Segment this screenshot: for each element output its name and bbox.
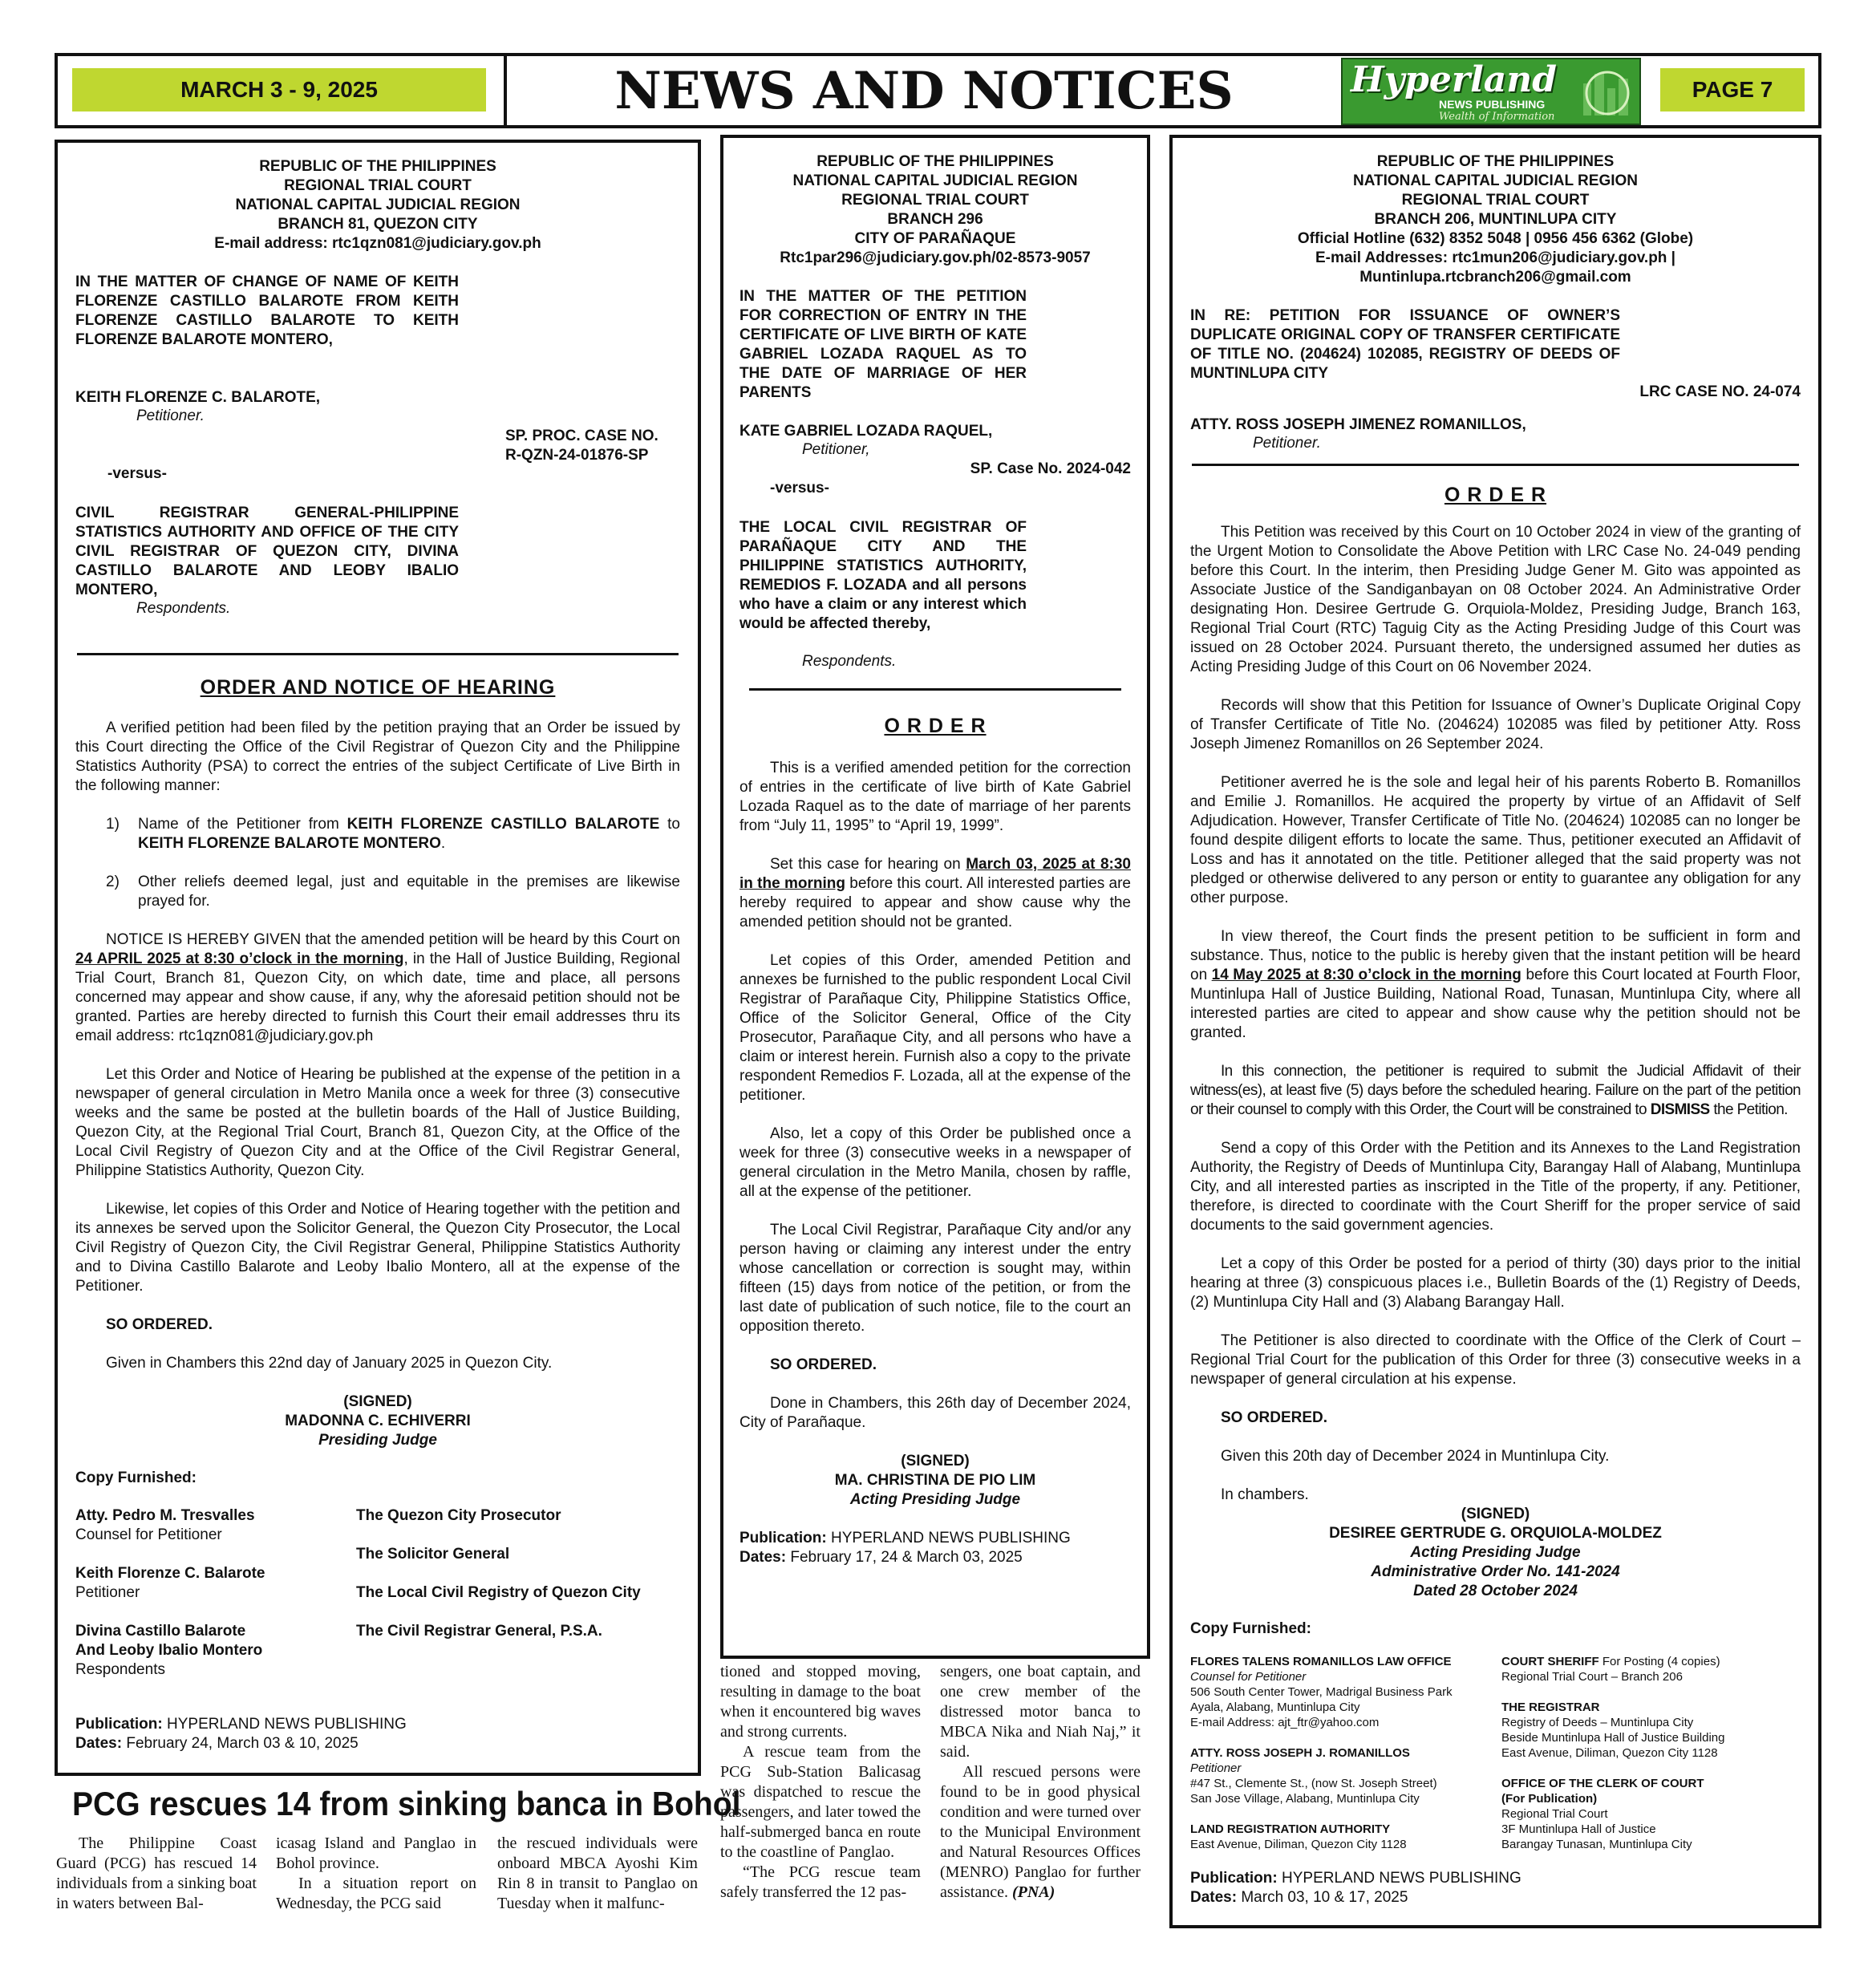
court-line: BRANCH 81, QUEZON CITY	[278, 216, 478, 233]
article-text: In a situation report on Wednesday, the PCG said	[276, 1875, 476, 1912]
cf-name: Keith Florenze C. Balarote	[75, 1565, 265, 1582]
cf-line: E-mail Address: ajt_ftr@yahoo.com	[1190, 1716, 1380, 1729]
cf-line: Registry of Deeds – Muntinlupa City	[1501, 1716, 1694, 1729]
pub-value: HYPERLAND NEWS PUBLISHING	[1277, 1870, 1521, 1887]
cf-line: 3F Muntinlupa Hall of Justice	[1501, 1822, 1656, 1836]
text: NOTICE IS HEREBY GIVEN that the amended petition will be heard by this Court on	[106, 931, 680, 948]
cf-recipient: The Quezon City Prosecutor	[356, 1507, 561, 1524]
copy-furnished-label: Copy Furnished:	[75, 1469, 197, 1486]
text: In this connection, the petitioner is required to submit the Judicial Affidavit of their witness(es), at least five (5) days before the scheduled hearing. Failure on the part of the petition or their counsel to comply with this Order, the Court will be constrained to	[1190, 1063, 1801, 1118]
cf-recipient: The Solicitor General	[356, 1546, 510, 1563]
cf-line: Regional Trial Court – Branch 206	[1501, 1670, 1683, 1684]
article-column	[940, 1662, 1141, 1903]
list-item	[106, 815, 680, 853]
cf-name: LAND REGISTRATION AUTHORITY	[1190, 1822, 1391, 1836]
article-text: A rescue team from the PCG Sub-Station Balicasag was dispatched to rescue the passengers, and later towed the half-submerged banca en route to the coastline of Panglao.	[720, 1743, 921, 1861]
judge-title: Administrative Order No. 141-2024	[1371, 1563, 1620, 1580]
judge-title: Acting Presiding Judge	[1410, 1544, 1581, 1561]
court-line: REGIONAL TRIAL COURT	[284, 177, 472, 194]
dates-value: February 24, March 03 & 10, 2025	[122, 1735, 359, 1752]
dates-value: March 03, 10 & 17, 2025	[1237, 1889, 1408, 1906]
paragraph: Let copies of this Order, amended Petition and annexes be furnished to the public respondent Local Civil Registrar of Parañaque City, Philippine Statistics Office, Office of the Solicitor General, Office of the City Prosecutor, Parañaque City, and all persons who have a claim or interest herein. Furnish also a copy to the private respondent Remedios F. Lozada, all at the expense of the petitioner.	[739, 952, 1131, 1104]
case-matter: IN THE MATTER OF THE PETITION FOR CORRECTION OF ENTRY IN THE CERTIFICATE OF LIVE BIRTH OF KATE GABRIEL LOZADA RAQUEL AS TO THE DATE OF MARRIAGE OF HER PARENTS	[739, 288, 1027, 401]
signed: (SIGNED)	[901, 1453, 970, 1469]
dates-label: Dates:	[1190, 1889, 1238, 1906]
so-ordered: SO ORDERED.	[106, 1316, 213, 1333]
petitioner-name: KATE GABRIEL LOZADA RAQUEL,	[739, 423, 993, 440]
cf-name: THE REGISTRAR	[1501, 1700, 1600, 1714]
order-title: O R D E R	[1444, 484, 1547, 506]
hearing-date: 24 APRIL 2025 at 8:30 o’clock in the morning	[75, 951, 404, 967]
paragraph	[75, 930, 680, 1046]
cf-name: Atty. Pedro M. Tresvalles	[75, 1507, 255, 1524]
judge-name: MADONNA C. ECHIVERRI	[285, 1413, 471, 1429]
cf-name: (For Publication)	[1501, 1792, 1598, 1806]
court-line: NATIONAL CAPITAL JUDICIAL REGION	[1352, 172, 1639, 189]
text: to	[659, 816, 681, 833]
list-item	[106, 873, 680, 911]
judge-title: Presiding Judge	[318, 1432, 437, 1449]
cf-entry	[1190, 1822, 1495, 1852]
respondents-role: Respondents.	[136, 600, 231, 617]
paragraph: Let this Order and Notice of Hearing be published at the expense of the petition in a newspaper of general circulation in Metro Manila once a week for three (3) consecutive weeks and the same be posted at the bulletin boards of the Hall of Justice Building, Quezon City, at the Regional Trial Court, Branch 81, Quezon City, at the Office of the Local Civil Registry of Quezon City and at the Office of the Civil Registrar General, Philippine Statistics Authority, Quezon City.	[75, 1066, 680, 1179]
respondents-role: Respondents.	[802, 653, 897, 670]
cf-role: Petitioner	[75, 1584, 140, 1601]
list-number: 1)	[106, 816, 120, 833]
cf-role: Counsel for Petitioner	[75, 1526, 222, 1543]
article-text: The Philippine Coast Guard (PCG) has rescued 14 individuals from a sinking boat in waters between Bal-	[56, 1834, 257, 1912]
paragraph: The Petitioner is also directed to coordinate with the Office of the Clerk of Court – Regional Trial Court for the publication of this Order for three (3) consecutive weeks in a newspaper of general circulation at his expense.	[1190, 1332, 1801, 1388]
article-text: sengers, one boat captain, and one crew member of the distressed motor banca to MBCA Nika and Niah Naj,” it said.	[940, 1663, 1141, 1761]
paragraph	[1190, 927, 1801, 1043]
cf-name: And Leoby Ibalio Montero	[75, 1642, 263, 1659]
pub-value: HYPERLAND NEWS PUBLISHING	[162, 1716, 407, 1733]
cf-recipient: The Civil Registrar General, P.S.A.	[356, 1623, 602, 1640]
text: .	[440, 835, 446, 852]
respondents: CIVIL REGISTRAR GENERAL-PHILIPPINE STATISTICS AUTHORITY AND OFFICE OF THE CITY CIVIL REGISTRAR OF QUEZON CITY, DIVINA CASTILLO BALAROTE AND LEOBY IBALIO MONTERO,	[75, 505, 459, 598]
article-headline: PCG rescues 14 from sinking banca in Bohol	[72, 1785, 741, 1822]
cf-line: Beside Muntinlupa Hall of Justice Building	[1501, 1731, 1725, 1745]
logo-subtitle: NEWS PUBLISHING	[1439, 98, 1546, 111]
cf-line: 506 South Center Tower, Madrigal Business Park	[1190, 1685, 1453, 1699]
done-line: Done in Chambers, this 26th day of December 2024, City of Parañaque.	[739, 1395, 1131, 1431]
article-text: the rescued individuals were onboard MBCA Ayoshi Kim Rin 8 in transit to Panglao on Tuesday when it malfunc-	[497, 1834, 698, 1912]
text: before this Court located at Fourth Floor, Muntinlupa Hall of Justice Building, National Road, Tunasan, Muntinlupa City, where all interested parties are cited to appear and show cause why the petition should not be granted.	[1190, 967, 1801, 1041]
text: KEITH FLORENZE BALAROTE MONTERO	[138, 835, 441, 852]
court-line: REPUBLIC OF THE PHILIPPINES	[1376, 153, 1615, 170]
publication-info	[75, 1715, 680, 1753]
article-column	[56, 1834, 257, 1914]
given-line: Given this 20th day of December 2024 in Muntinlupa City.	[1221, 1448, 1610, 1465]
court-header	[1190, 152, 1801, 287]
paragraph: Send a copy of this Order with the Petition and its Annexes to the Land Registration Authority, the Registry of Deeds of Muntinlupa City, Barangay Hall of Alabang, Muntinlupa City, and all interested parties as inscripted in the Title of the property, if any. Petitioner, therefore, is directed to coordinate with the Court Sheriff for the proper service of said documents to the said government agencies.	[1190, 1140, 1801, 1234]
signature-block	[75, 1392, 680, 1450]
petitioner-role: Petitioner.	[136, 407, 205, 424]
paragraph	[1190, 1062, 1801, 1120]
dates-label: Dates:	[75, 1735, 123, 1752]
article-column	[720, 1662, 921, 1903]
cf-line: #47 St., Clemente St., (now St. Joseph Street)	[1190, 1777, 1437, 1790]
case-number: SP. Case No. 2024-042	[970, 460, 1131, 477]
cf-name: Divina Castillo Balarote	[75, 1623, 246, 1640]
paragraph: Let a copy of this Order be posted for a period of thirty (30) days prior to the initial hearing at three (3) conspicuous places i.e., Bulletin Boards of the (1) Registry of Deeds, (2) Muntinlupa City Hall and (3) Alabang Barangay Hall.	[1190, 1255, 1801, 1311]
signed: (SIGNED)	[343, 1393, 412, 1410]
court-line: BRANCH 206, MUNTINLUPA CITY	[1374, 211, 1617, 228]
cf-line: Ayala, Alabang, Muntinlupa City	[1190, 1700, 1360, 1714]
court-line: E-mail address: rtc1qzn081@judiciary.gov.ph	[214, 235, 541, 252]
cf-entry	[1190, 1654, 1495, 1730]
issue-date: MARCH 3 - 9, 2025	[72, 68, 486, 111]
text: All rescued persons were found to be in good physical condition and were turned over to the Municipal Environment and Natural Resources Offices (MENRO) Panglao for further assistance.	[940, 1763, 1141, 1901]
cf-entry	[1501, 1776, 1806, 1852]
so-ordered: SO ORDERED.	[1221, 1409, 1328, 1426]
publication-info	[1190, 1869, 1801, 1907]
notice-title: ORDER AND NOTICE OF HEARING	[200, 676, 556, 699]
court-line: NATIONAL CAPITAL JUDICIAL REGION	[792, 172, 1078, 189]
paragraph: This Petition was received by this Court on 10 October 2024 in view of the granting of the Urgent Motion to Consolidate the Above Petition with LRC Case No. 24-049 pending before this Court. In the interim, then Presiding Judge Gener M. Gito was appointed as Associate Justice of the Sandiganbayan on 08 October 2024. An Administrative Order designating Hon. Desiree Gertrude G. Orquiola-Moldez, Presiding Judge, Branch 163, Regional Trial Court (RTC) Taguig City as the Acting Presiding Judge of this Court was issued on 28 October 2024. Pursuant thereto, the undersigned assumed her duties as Acting Presiding Judge of this Court on 06 November 2024.	[1190, 524, 1801, 675]
paragraph	[739, 855, 1131, 932]
section-title: NEWS AND NOTICES	[614, 61, 1234, 121]
order-title: O R D E R	[884, 715, 987, 737]
copy-furnished-list	[75, 1506, 680, 1715]
cf-entry	[75, 1506, 255, 1545]
publication-info	[739, 1529, 1131, 1567]
court-line: Official Hotline (632) 8352 5048 | 0956 456 6362 (Globe)	[1297, 230, 1694, 247]
article-text: icasag Island and Panglao in Bohol province.	[276, 1834, 476, 1872]
case-number	[505, 427, 658, 465]
notice-branch-296	[720, 135, 1150, 1659]
notice-branch-206	[1169, 135, 1821, 1928]
chambers-line: In chambers.	[1221, 1486, 1309, 1503]
cf-entry	[1501, 1700, 1806, 1761]
text: DISMISS	[1650, 1101, 1710, 1118]
pub-value: HYPERLAND NEWS PUBLISHING	[826, 1530, 1071, 1546]
cf-line: Petitioner	[1190, 1761, 1242, 1775]
copy-furnished-label: Copy Furnished:	[1190, 1620, 1311, 1637]
cf-line: East Avenue, Diliman, Quezon City 1128	[1190, 1838, 1407, 1851]
signature-block	[739, 1452, 1131, 1510]
court-line: E-mail Addresses: rtc1mun206@judiciary.gov.ph |	[1315, 249, 1675, 266]
text: the Petition.	[1709, 1101, 1788, 1118]
signature-block	[1190, 1505, 1801, 1601]
text: Name of the Petitioner from	[138, 816, 347, 833]
cf-recipient: The Local Civil Registry of Quezon City	[356, 1584, 641, 1601]
court-line: REGIONAL TRIAL COURT	[1401, 192, 1590, 209]
hearing-date: March 03, 2025 at 8:30 in the morning	[739, 856, 1131, 892]
article-credit: (PNA)	[1007, 1883, 1056, 1901]
case-number: LRC CASE NO. 24-074	[1639, 383, 1801, 400]
petitioner-name: ATTY. ROSS JOSEPH JIMENEZ ROMANILLOS,	[1190, 416, 1526, 433]
so-ordered: SO ORDERED.	[770, 1356, 877, 1373]
logo-tagline: Wealth of Information	[1439, 111, 1555, 123]
list-text: Other reliefs deemed legal, just and equitable in the premises are likewise prayed for.	[138, 874, 680, 910]
dates-value: February 17, 24 & March 03, 2025	[786, 1549, 1023, 1566]
page-number: PAGE 7	[1660, 68, 1805, 111]
court-line: REPUBLIC OF THE PHILIPPINES	[816, 153, 1054, 170]
hyperland-logo	[1341, 58, 1641, 125]
court-line: CITY OF PARAÑAQUE	[854, 230, 1016, 247]
respondents: THE LOCAL CIVIL REGISTRAR OF PARAÑAQUE CITY AND THE PHILIPPINE STATISTICS AUTHORITY, REMEDIOS F. LOZADA and all persons who have a claim or any interest which would be affected thereby,	[739, 519, 1027, 632]
dates-label: Dates:	[739, 1549, 787, 1566]
cf-name: FLORES TALENS ROMANILLOS LAW OFFICE	[1190, 1655, 1452, 1668]
logo-wordmark: Hyperland	[1351, 59, 1558, 100]
cf-name: OFFICE OF THE CLERK OF COURT	[1501, 1777, 1704, 1790]
text: KEITH FLORENZE CASTILLO BALAROTE	[346, 816, 660, 833]
article-text	[940, 1762, 1141, 1903]
notice-branch-81	[55, 140, 701, 1776]
judge-name: DESIREE GERTRUDE G. ORQUIOLA-MOLDEZ	[1329, 1525, 1662, 1542]
pub-label: Publication:	[739, 1530, 827, 1546]
court-line: Rtc1par296@judiciary.gov.ph/02-8573-9057	[780, 249, 1091, 266]
petitioner-name: KEITH FLORENZE C. BALAROTE,	[75, 389, 321, 406]
text: In view thereof, the Court finds the present petition to be sufficient in form and substance. Thus, notice to the public is hereby given that the instant petition will be heard on	[1190, 928, 1801, 983]
pub-label: Publication:	[1190, 1870, 1278, 1887]
judge-name: MA. CHRISTINA DE PIO LIM	[834, 1472, 1036, 1489]
article-column	[497, 1834, 698, 1914]
list-text	[138, 815, 680, 853]
petitioner-role: Petitioner.	[1253, 435, 1321, 452]
cf-line: For Posting (4 copies)	[1598, 1655, 1720, 1668]
petitioner-role: Petitioner,	[802, 441, 870, 458]
divider	[1192, 464, 1799, 466]
cf-line: Counsel for Petitioner	[1190, 1670, 1307, 1684]
versus: -versus-	[107, 465, 167, 482]
paragraph: Petitioner averred he is the sole and legal heir of his parents Roberto B. Romanillos and Emilie J. Romanillos. He acquired the property by virtue of an Affidavit of Self Adjudication. However, Transfer Certificate of Title No. (204624) 102085 can no longer be found despite diligent efforts to locate the same. Thus, petitioner executed an Affidavit of Loss and has it annotated on the title. Petitioner alleged that the said property was not pledged or otherwise delivered to any person or entity to guarantee any obligation for any other purpose.	[1190, 774, 1801, 906]
court-line: BRANCH 296	[887, 211, 983, 228]
paragraph: A verified petition had been filed by the petition praying that an Order be issued by this Court directing the Office of the Civil Registrar of Quezon City and the Philippine Statistics Authority (PSA) to correct the entries of the subject Certificate of Live Birth in the following manner:	[75, 720, 680, 794]
text: before this court. All interested parties are hereby required to appear and show cause why the amended petition should not be granted.	[739, 875, 1131, 930]
cf-entry	[1501, 1654, 1806, 1684]
article-column	[276, 1834, 476, 1914]
paragraph: The Local Civil Registrar, Parañaque City and/or any person having or claiming any interest under the entry whose cancellation or correction is sought may, within fifteen (15) days from notice of the petition, or from the last date of publication of such notice, file to the court an opposition thereto.	[739, 1222, 1131, 1335]
versus: -versus-	[770, 480, 829, 497]
signed: (SIGNED)	[1461, 1506, 1530, 1522]
case-number-line: SP. PROC. CASE NO.	[505, 428, 658, 444]
text: Set this case for hearing on	[770, 856, 966, 873]
paragraph: Likewise, let copies of this Order and Notice of Hearing together with the petition and its annexes be served upon the Solicitor General, the Quezon City Prosecutor, the Local Civil Registry of Quezon City, the Civil Registrar General, Philippine Statistics Authority and to Divina Castillo Balarote and Leoby Ibalio Montero, all at the expense of the Petitioner.	[75, 1201, 680, 1295]
court-line: Muntinlupa.rtcbranch206@gmail.com	[1359, 269, 1631, 286]
case-matter: IN RE: PETITION FOR ISSUANCE OF OWNER’S DUPLICATE ORIGINAL COPY OF TRANSFER CERTIFICATE OF TITLE NO. (204624) 102085, REGISTRY OF DEEDS OF MUNTINLUPA CITY	[1190, 307, 1620, 382]
cf-line: San Jose Village, Alabang, Muntinlupa City	[1190, 1792, 1420, 1806]
court-line: REGIONAL TRIAL COURT	[841, 192, 1029, 209]
copy-furnished-list	[1190, 1654, 1801, 1858]
case-number-line: R-QZN-24-01876-SP	[505, 447, 649, 464]
case-matter: IN THE MATTER OF CHANGE OF NAME OF KEITH FLORENZE CASTILLO BALAROTE FROM KEITH FLORENZE CASTILLO BALAROTE TO KEITH FLORENZE BALAROTE MONTERO,	[75, 274, 459, 348]
judge-title: Dated 28 October 2024	[1413, 1583, 1578, 1599]
text: , in the Hall of Justice Building, Regional Trial Court, Branch 81, Quezon City, on which date, time and place, all persons concerned may appear and show cause, if any, why the aforesaid petition should not be granted. Parties are hereby directed to furnish this Court their email addresses thru its email address: rtc1qzn081@judiciary.gov.ph	[75, 951, 680, 1044]
court-line: NATIONAL CAPITAL JUDICIAL REGION	[235, 197, 521, 213]
paragraph: Also, let a copy of this Order be published once a week for three (3) consecutive weeks in a newspaper of general circulation in the Metro Manila, chosen by raffle, all at the expense of the petitioner.	[739, 1125, 1131, 1200]
court-header	[739, 152, 1131, 268]
cf-role: Respondents	[75, 1661, 165, 1678]
cf-entry	[1190, 1745, 1495, 1806]
cf-name: ATTY. ROSS JOSEPH J. ROMANILLOS	[1190, 1746, 1410, 1760]
cf-entry	[75, 1564, 265, 1603]
given-line: Given in Chambers this 22nd day of January 2025 in Quezon City.	[106, 1355, 553, 1372]
article-text: tioned and stopped moving, resulting in damage to the boat when it encountered big waves and strong currents.	[720, 1663, 921, 1741]
judge-title: Acting Presiding Judge	[849, 1491, 1021, 1508]
divider	[77, 653, 679, 655]
cf-entry	[75, 1622, 262, 1680]
cf-name: COURT SHERIFF	[1501, 1655, 1599, 1668]
hearing-date: 14 May 2025 at 8:30 o’clock in the morning	[1211, 967, 1521, 983]
court-header	[75, 157, 680, 253]
paragraph: This is a verified amended petition for the correction of entries in the certificate of live birth of Kate Gabriel Lozada Raquel as to the date of marriage of her parents from “July 11, 1995” to “April 19, 1999”.	[739, 760, 1131, 834]
paragraph: Records will show that this Petition for Issuance of Owner’s Duplicate Original Copy of Transfer Certificate of Title No. (204624) 102085 was filed by petitioner Atty. Ross Joseph Jimenez Romanillos on 26 September 2024.	[1190, 697, 1801, 752]
divider	[749, 688, 1121, 691]
list-number: 2)	[106, 874, 120, 890]
cf-line: Regional Trial Court	[1501, 1807, 1608, 1821]
pub-label: Publication:	[75, 1716, 163, 1733]
article-text: “The PCG rescue team safely transferred the 12 pas-	[720, 1863, 921, 1901]
court-line: REPUBLIC OF THE PHILIPPINES	[259, 158, 496, 175]
cf-line: East Avenue, Diliman, Quezon City 1128	[1501, 1746, 1718, 1760]
cf-line: Barangay Tunasan, Muntinlupa City	[1501, 1838, 1692, 1851]
